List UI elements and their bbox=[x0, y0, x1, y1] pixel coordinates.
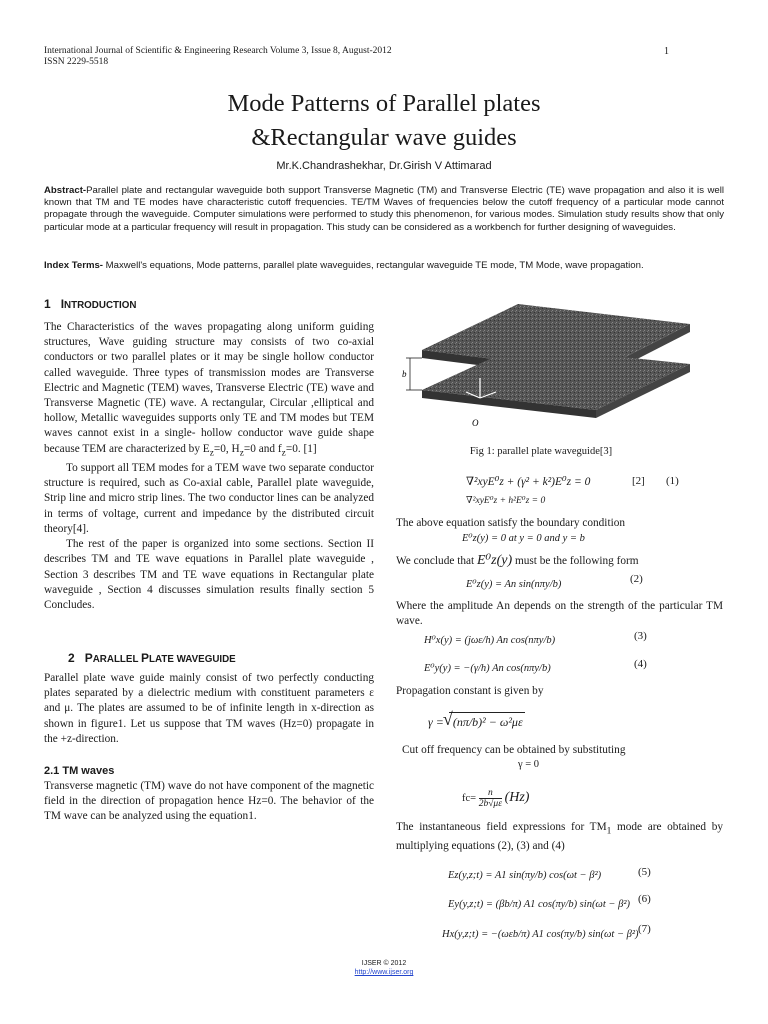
equation1-line2: ∇²xyE⁰z + h²E⁰z = 0 bbox=[466, 496, 546, 506]
equation4-number: (4) bbox=[634, 658, 647, 670]
text-instantaneous bbox=[396, 820, 723, 854]
text-conclude-b: must be the following form bbox=[512, 555, 639, 567]
text-instantaneous-a: The instantaneous field expressions for TM bbox=[396, 821, 607, 833]
parallel-plate-figure bbox=[400, 302, 710, 430]
paper-title-line2: &Rectangular wave guides bbox=[251, 124, 517, 151]
equation5-number: (5) bbox=[638, 866, 651, 878]
section2-paragraph1: Parallel plate wave guide mainly consist of two perfectly conducting plates separated by a dielectric medium with constituent parameters ε and μ. The plates are assumed to be of infinite length in x-direction as shown in figure1. Let us suppose that TM waves (Hz=0) propagate in the +z-direction. bbox=[44, 672, 374, 745]
section2-body bbox=[44, 671, 374, 747]
section1-paragraph1 bbox=[44, 320, 374, 461]
equation7-number: (7) bbox=[638, 923, 651, 935]
p1-eq2: =0 and f bbox=[243, 442, 282, 455]
equation1-ref: [2] bbox=[632, 475, 645, 487]
equation-fc-tail: (Hz) bbox=[504, 789, 530, 805]
equation-gamma-radical bbox=[442, 709, 525, 730]
sqrt-icon: √ bbox=[442, 709, 453, 729]
p1-eq3: =0. [1] bbox=[285, 442, 317, 455]
equation-gamma-zero: γ = 0 bbox=[518, 759, 540, 770]
equation-boundary: E⁰z(y) = 0 at y = 0 and y = b bbox=[462, 533, 585, 544]
equation1-line1: ∇²xyE⁰z + (γ² + k²)E⁰z = 0 bbox=[466, 476, 591, 488]
section21-heading: 2.1 TM waves bbox=[44, 765, 115, 777]
abstract-text: Parallel plate and rectangular waveguide both support Transverse Magnetic (TM) and Transverse Electric (TE) wave propagation and also it is well known that TM and TE modes have characteristic cutoff frequencies. TE/TM Waves of frequencies below the cutoff frequency of a particular mode cannot propagate through the waveguide. Computer simulations were performed to study this phenomenon, for various modes. Simulation study results show that only particular mode at a particular frequency will result in propagation. This study can be considered as a workbench for further designing of waveguides. bbox=[44, 185, 724, 233]
equation-fc-numerator: n bbox=[479, 788, 502, 799]
figure-caption: Fig 1: parallel plate waveguide[3] bbox=[469, 446, 613, 457]
footer-copyright: IJSER © 2012 bbox=[361, 960, 407, 967]
equation5: Ez(y,z;t) = A1 sin(πy/b) cos(ωt − β²) bbox=[448, 870, 602, 881]
p1-eq1: =0, H bbox=[213, 442, 240, 455]
authors: Mr.K.Chandrashekhar, Dr.Girish V Attimarad bbox=[276, 160, 492, 172]
equation6-number: (6) bbox=[638, 893, 651, 905]
equation-gamma-lhs: γ = bbox=[428, 715, 444, 729]
equation-fc-lhs: fc= bbox=[462, 792, 477, 804]
equation-gamma bbox=[428, 709, 525, 730]
section2-title-c: P bbox=[140, 651, 149, 665]
equation7: Hx(y,z;t) = −(ωεb/π) A1 cos(πy/b) sin(ωt − β²) bbox=[442, 929, 639, 940]
figure-label-b: b bbox=[402, 369, 407, 379]
index-terms-text: Maxwell's equations, Mode patterns, parallel plate waveguides, rectangular waveguide TE mode, TM Mode, wave propagation. bbox=[103, 260, 644, 271]
section2-heading bbox=[68, 651, 236, 665]
section1-p1-text: The Characteristics of the waves propagating along uniform guiding structures, Wave guiding structure may consists of two co-axial conductors or two parallel plates or it may be single hollow conductor called waveguide. Three types of transmission modes are Transverse Electric and Magnetic (TEM) waves, Transverse Electric (TE) wave and Transverse Magnetic (TE) wave. A rectangular, Circular ,elliptical and hollow, Metallic waveguides supports only TE and TM modes but TEM waves cannot exist in a single- hollow conductor wave guide shape because TEM are characterized by E bbox=[44, 321, 374, 455]
abstract-label: Abstract- bbox=[44, 185, 87, 196]
section2-title-a: P bbox=[84, 651, 93, 665]
section21-paragraph1: Transverse magnetic (TM) wave do not have component of the magnetic field in the direction of propagation hence Hz=0. The behavior of the TM wave can be analyzed using the equation1. bbox=[44, 780, 374, 823]
index-terms bbox=[44, 260, 724, 272]
section1-paragraph2: To support all TEM modes for a TEM wave two separate conductor structure is required, such as Co-axial cable, Parallel plate waveguide, Strip line and micro strip lines. The two conductor lines can be analyzed in terms of voltage, current and impedance by the distributed circuit theory[4]. bbox=[44, 462, 374, 535]
equation6: Ey(y,z;t) = (βb/π) A1 cos(πy/b) sin(ωt − β²) bbox=[448, 899, 630, 910]
text-propagation: Propagation constant is given by bbox=[396, 685, 544, 697]
text-amplitude: Where the amplitude An depends on the strength of the particular TM wave. bbox=[396, 600, 723, 627]
sub-ez: z bbox=[209, 447, 214, 458]
section1-paragraph3: The rest of the paper is organized into some sections. Section II describes TM and TE wave equations in Parallel plate waveguide , Section 3 describes TM and TE wave equations in Rectangular plate waveguide , Section 4 discusses simulation results finally section 5 Concludes. bbox=[44, 538, 374, 611]
sub-hz: z bbox=[239, 447, 244, 458]
text-boundary: The above equation satisfy the boundary condition bbox=[396, 517, 626, 529]
section2-number: 2 bbox=[68, 651, 75, 665]
equation2-number: (2) bbox=[630, 573, 643, 585]
journal-header: International Journal of Scientific & Engineering Research Volume 3, Issue 8, August-2012 bbox=[44, 46, 392, 56]
footer-url-link[interactable]: http://www.ijser.org bbox=[354, 969, 414, 976]
equation-fc bbox=[462, 788, 529, 809]
equation3: H⁰x(y) = (jωε/h) An cos(nπy/b) bbox=[424, 635, 556, 646]
issn-header: ISSN 2229-5518 bbox=[44, 57, 109, 67]
equation1-number: (1) bbox=[666, 475, 679, 487]
equation-fc-denominator: 2b√με bbox=[478, 799, 502, 809]
text-conclude bbox=[396, 553, 639, 569]
index-terms-label: Index Terms- bbox=[44, 260, 104, 271]
abstract bbox=[44, 185, 724, 234]
text-instantaneous-b: mode are obtained by multiplying equations (2), (3) and (4) bbox=[396, 821, 723, 853]
section1-body bbox=[44, 320, 374, 613]
text-instantaneous-sub: 1 bbox=[606, 826, 612, 837]
equation-gamma-rest: − ω²με bbox=[485, 715, 523, 729]
text-cutoff: Cut off frequency can be obtained by substituting bbox=[402, 744, 626, 756]
section1-number: 1 bbox=[44, 297, 51, 311]
page-number: 1 bbox=[664, 46, 669, 57]
section2-title-d: LATE WAVEGUIDE bbox=[149, 654, 236, 665]
sub-fz: z bbox=[281, 447, 286, 458]
section21-body bbox=[44, 779, 374, 825]
equation2: E⁰z(y) = An sin(nπy/b) bbox=[466, 579, 562, 590]
section2-title-b: ARALLEL bbox=[92, 654, 141, 665]
equation-fc-fraction bbox=[479, 788, 502, 809]
text-conclude-symbol: E⁰z(y) bbox=[476, 553, 513, 568]
section1-title-rest: NTRODUCTION bbox=[64, 300, 137, 311]
equation4: E⁰y(y) = −(γ/h) An cos(nπy/b) bbox=[424, 663, 551, 674]
section1-heading bbox=[44, 297, 136, 311]
section1-title-first: I bbox=[60, 297, 65, 311]
figure-label-o: O bbox=[472, 418, 479, 428]
paper-title-line1: Mode Patterns of Parallel plates bbox=[227, 90, 541, 117]
equation3-number: (3) bbox=[634, 630, 647, 642]
equation-gamma-inner: (nπ/b)² bbox=[452, 715, 486, 729]
text-conclude-a: We conclude that bbox=[396, 555, 477, 567]
